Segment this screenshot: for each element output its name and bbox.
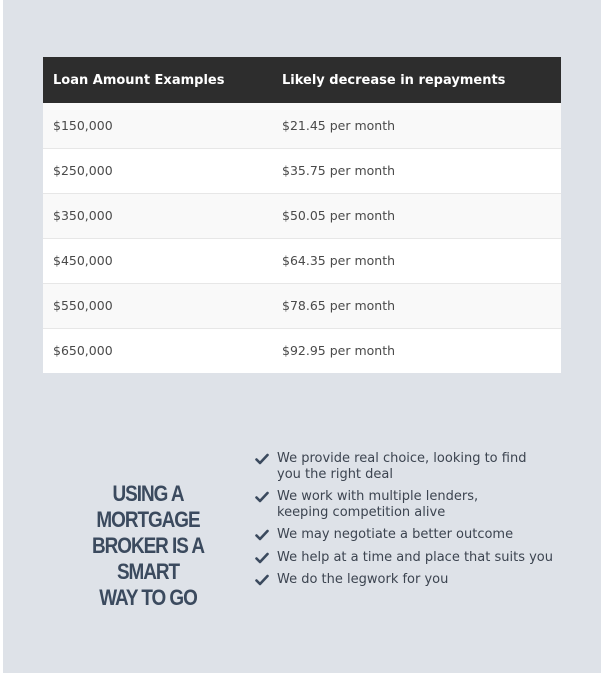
checkmark-icon: [255, 528, 269, 542]
decrease-cell: $21.45 per month: [272, 103, 561, 148]
promo-heading: [76, 481, 220, 611]
table-row: [43, 103, 561, 148]
benefit-text-line: We work with multiple lenders,: [277, 489, 479, 504]
promo-heading-line: USING A MORTGAGE: [96, 481, 200, 532]
benefit-text-line: keeping competition alive: [277, 504, 446, 520]
loan-amount-cell: $650,000: [43, 328, 272, 373]
benefit-text-line: We may negotiate a better outcome: [277, 527, 514, 542]
decrease-cell: $50.05 per month: [272, 193, 561, 238]
benefit-text-line: We do the legwork for you: [277, 572, 449, 587]
loan-amount-cell: $350,000: [43, 193, 272, 238]
table-row: [43, 238, 561, 283]
promo-heading-line: WAY TO GO: [99, 585, 197, 610]
column-header-decrease: Likely decrease in repayments: [272, 57, 561, 103]
checkmark-icon: [255, 452, 269, 466]
benefit-item: [253, 489, 553, 520]
benefit-text-line: you the right deal: [277, 466, 393, 482]
checkmark-icon: [255, 573, 269, 587]
decrease-cell: $78.65 per month: [272, 283, 561, 328]
repayment-table: [43, 57, 561, 373]
benefit-item: [253, 550, 553, 566]
column-header-loan-amount: Loan Amount Examples: [43, 57, 272, 103]
benefit-item: [253, 451, 553, 482]
benefit-text-line: We help at a time and place that suits you: [277, 549, 553, 565]
benefits-list: [253, 451, 553, 595]
table-row: [43, 148, 561, 193]
decrease-cell: $64.35 per month: [272, 238, 561, 283]
table-row: [43, 283, 561, 328]
table-row: [43, 328, 561, 373]
benefit-item: [253, 527, 553, 543]
decrease-cell: $35.75 per month: [272, 148, 561, 193]
loan-amount-cell: $450,000: [43, 238, 272, 283]
promo-heading-line: BROKER IS A SMART: [91, 533, 204, 584]
loan-amount-cell: $250,000: [43, 148, 272, 193]
checkmark-icon: [255, 490, 269, 504]
table-row: [43, 193, 561, 238]
loan-amount-cell: $150,000: [43, 103, 272, 148]
loan-amount-cell: $550,000: [43, 283, 272, 328]
checkmark-icon: [255, 551, 269, 565]
benefit-item: [253, 572, 553, 588]
decrease-cell: $92.95 per month: [272, 328, 561, 373]
benefit-text-line: We provide real choice, looking to find: [277, 451, 527, 466]
table-header-row: [43, 57, 561, 103]
